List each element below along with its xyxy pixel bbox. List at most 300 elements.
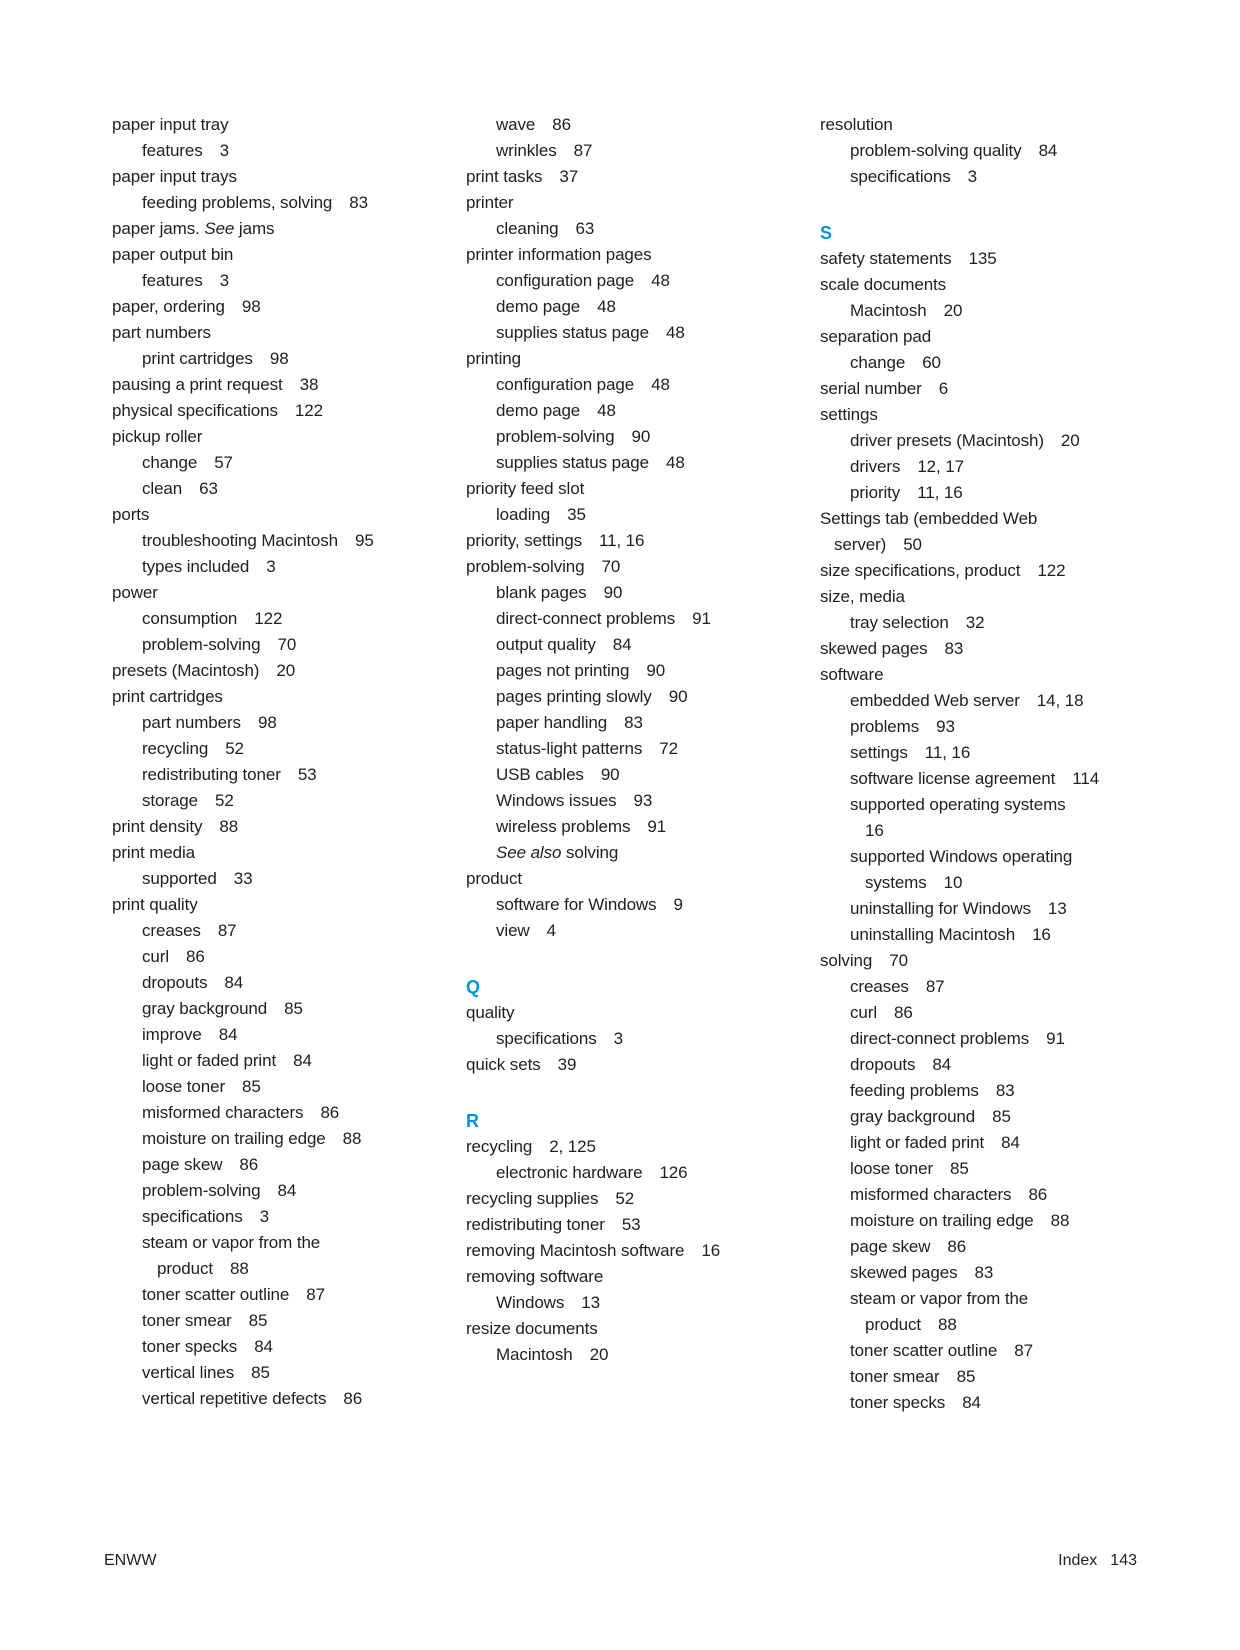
index-entry (466, 1000, 776, 1026)
entry-text: gray background (142, 999, 268, 1018)
entry-text: print cartridges (142, 349, 253, 368)
entry-text: page skew (142, 1155, 223, 1174)
index-entry (466, 1134, 776, 1160)
page-number: 86 (947, 1237, 967, 1256)
index-entry (820, 324, 1130, 350)
page-number: 88 (1050, 1211, 1070, 1230)
index-entry (466, 736, 776, 762)
index-entry (112, 866, 422, 892)
page-number: 48 (651, 271, 670, 290)
entry-text: print cartridges (112, 687, 223, 706)
page-number: 87 (306, 1285, 325, 1304)
entry-text: software for Windows (496, 895, 657, 914)
page-number: 93 (633, 791, 653, 810)
entry-text: paper input trays (112, 167, 237, 186)
index-entry (466, 164, 776, 190)
entry-text: configuration page (496, 375, 635, 394)
index-entry (112, 138, 422, 164)
entry-text: toner smear (850, 1367, 940, 1386)
page-number: 37 (559, 167, 579, 186)
index-entry (112, 918, 422, 944)
index-entry (112, 684, 422, 710)
index-entry (820, 818, 1130, 844)
entry-text: toner specks (850, 1393, 946, 1412)
index-entry (466, 190, 776, 216)
index-entry (112, 164, 422, 190)
index-entry (112, 840, 422, 866)
entry-text: view (496, 921, 530, 940)
index-entry (466, 372, 776, 398)
index-entry (820, 298, 1130, 324)
entry-text: solving (561, 843, 619, 862)
entry-text: physical specifications (112, 401, 278, 420)
index-entry (466, 528, 776, 554)
index-entry (820, 1078, 1130, 1104)
index-entry (112, 658, 422, 684)
entry-text: removing Macintosh software (466, 1241, 685, 1260)
page-number: 88 (342, 1129, 362, 1148)
entry-text: paper jams. (112, 219, 205, 238)
index-entry (820, 532, 1130, 558)
entry-text: direct-connect problems (496, 609, 676, 628)
index-entry (466, 1264, 776, 1290)
page-number: 91 (647, 817, 667, 836)
page-number: 50 (903, 535, 922, 554)
entry-text: print media (112, 843, 195, 862)
index-entry (820, 480, 1130, 506)
entry-text: scale documents (820, 275, 947, 294)
page-number: 11, 16 (598, 531, 645, 550)
entry-text: Settings tab (embedded Web (820, 509, 1038, 528)
page-number: 16 (865, 821, 884, 840)
index-entry (466, 1186, 776, 1212)
index-entry (466, 398, 776, 424)
page-number: 85 (956, 1367, 976, 1386)
entry-text: cleaning (496, 219, 559, 238)
entry-text: skewed pages (850, 1263, 958, 1282)
entry-text: jams (234, 219, 275, 238)
entry-text: recycling (466, 1137, 533, 1156)
page-number: 3 (219, 141, 229, 160)
index-entry (466, 1316, 776, 1342)
entry-text: moisture on trailing edge (142, 1129, 326, 1148)
entry-text: print tasks (466, 167, 543, 186)
index-columns (112, 112, 1130, 1416)
page-number: 3 (967, 167, 978, 186)
entry-text: printer (466, 193, 514, 212)
entry-text: ports (112, 505, 150, 524)
index-entry (820, 688, 1130, 714)
entry-text: problem-solving (466, 557, 585, 576)
page-number: 11, 16 (924, 743, 971, 762)
index-entry (820, 662, 1130, 688)
entry-text: problems (850, 717, 920, 736)
entry-text: USB cables (496, 765, 584, 784)
index-entry (466, 1342, 776, 1368)
page-number: 87 (925, 977, 945, 996)
entry-text: steam or vapor from the (142, 1233, 321, 1252)
footer-page-number: 143 (1110, 1552, 1137, 1569)
page-number: 135 (968, 249, 997, 268)
entry-text: quick sets (466, 1055, 541, 1074)
index-entry (112, 762, 422, 788)
page-number: 16 (701, 1241, 721, 1260)
index-entry (820, 376, 1130, 402)
index-entry (112, 190, 422, 216)
page-number: 48 (666, 453, 685, 472)
page-number: 86 (186, 947, 205, 966)
entry-text: consumption (142, 609, 238, 628)
entry-text: supported operating systems (850, 795, 1066, 814)
section-letter (466, 1108, 776, 1134)
section-letter-text: R (466, 1111, 479, 1131)
page-number: 122 (294, 401, 323, 420)
index-entry (112, 398, 422, 424)
page-number: 70 (601, 557, 621, 576)
page-number: 86 (320, 1103, 340, 1122)
page-number: 83 (995, 1081, 1015, 1100)
index-entry (820, 1000, 1130, 1026)
index-entry (820, 1182, 1130, 1208)
entry-text: clean (142, 479, 183, 498)
index-entry (466, 268, 776, 294)
page-number: 14, 18 (1036, 691, 1084, 710)
entry-text: vertical lines (142, 1363, 235, 1382)
page-number: 60 (922, 353, 941, 372)
page-number: 84 (612, 635, 632, 654)
page-number: 83 (624, 713, 643, 732)
entry-text: quality (466, 1003, 515, 1022)
page-number: 12, 17 (917, 457, 964, 476)
entry-text: output quality (496, 635, 596, 654)
page-number: 122 (254, 609, 283, 628)
page-number: 85 (248, 1311, 268, 1330)
entry-text-italic: See also (496, 843, 562, 862)
page-number: 52 (215, 791, 234, 810)
entry-text: direct-connect problems (850, 1029, 1030, 1048)
page-number: 20 (589, 1345, 609, 1364)
page-number: 114 (1072, 769, 1100, 788)
page-number: 84 (277, 1181, 297, 1200)
index-entry (820, 246, 1130, 272)
entry-text: redistributing toner (466, 1215, 605, 1234)
entry-text: part numbers (112, 323, 211, 342)
index-entry (112, 502, 422, 528)
page-number: 91 (692, 609, 711, 628)
entry-text: size, media (820, 587, 905, 606)
entry-text: specifications (496, 1029, 597, 1048)
entry-text: misformed characters (142, 1103, 304, 1122)
page-number: 9 (673, 895, 683, 914)
entry-text: supported Windows operating (850, 847, 1073, 866)
page-number: 13 (581, 1293, 600, 1312)
entry-text: recycling supplies (466, 1189, 599, 1208)
index-entry (820, 584, 1130, 610)
index-entry (112, 1308, 422, 1334)
index-entry (112, 1360, 422, 1386)
entry-text: change (142, 453, 198, 472)
index-entry (466, 866, 776, 892)
entry-text: systems (865, 873, 927, 892)
entry-text: light or faded print (850, 1133, 985, 1152)
page-number: 98 (269, 349, 289, 368)
page-number: 86 (239, 1155, 259, 1174)
index-entry (466, 814, 776, 840)
index-entry (112, 268, 422, 294)
entry-text: printer information pages (466, 245, 652, 264)
page-number: 83 (974, 1263, 994, 1282)
entry-text: pausing a print request (112, 375, 283, 394)
index-entry (112, 996, 422, 1022)
index-entry (112, 606, 422, 632)
entry-text: feeding problems (850, 1081, 979, 1100)
entry-text: curl (142, 947, 169, 966)
index-entry (820, 1208, 1130, 1234)
entry-text: uninstalling for Windows (850, 899, 1031, 918)
index-entry (112, 320, 422, 346)
index-entry (112, 216, 422, 242)
entry-text: server) (834, 535, 887, 554)
index-entry (112, 814, 422, 840)
page-number: 4 (546, 921, 556, 940)
index-entry (112, 788, 422, 814)
entry-text: Macintosh (496, 1345, 573, 1364)
entry-text: Macintosh (850, 301, 927, 320)
page-number: 63 (199, 479, 218, 498)
index-entry (466, 502, 776, 528)
entry-text: paper handling (496, 713, 608, 732)
entry-text: wave (496, 115, 536, 134)
section-letter (466, 974, 776, 1000)
index-entry (112, 372, 422, 398)
entry-text: moisture on trailing edge (850, 1211, 1034, 1230)
entry-text: skewed pages (820, 639, 928, 658)
entry-text: paper input tray (112, 115, 229, 134)
page-number: 88 (230, 1259, 249, 1278)
index-entry (820, 1364, 1130, 1390)
index-entry (466, 450, 776, 476)
entry-text: priority (850, 483, 901, 502)
page-number: 90 (600, 765, 620, 784)
page-number: 90 (668, 687, 688, 706)
index-entry (466, 892, 776, 918)
page-number: 3 (219, 271, 229, 290)
page-number: 84 (1001, 1133, 1020, 1152)
entry-text: loose toner (142, 1077, 226, 1096)
index-entry (820, 844, 1130, 870)
page-number: 16 (1032, 925, 1051, 944)
page-number: 84 (932, 1055, 952, 1074)
index-entry (820, 112, 1130, 138)
index-entry (820, 138, 1130, 164)
index-entry (112, 1282, 422, 1308)
index-entry (112, 580, 422, 606)
entry-text: troubleshooting Macintosh (142, 531, 338, 550)
index-entry (820, 350, 1130, 376)
index-entry (112, 710, 422, 736)
page-number: 35 (567, 505, 586, 524)
entry-text: software license agreement (850, 769, 1056, 788)
entry-text: software (820, 665, 884, 684)
index-entry (820, 454, 1130, 480)
entry-text: drivers (850, 457, 901, 476)
entry-text: configuration page (496, 271, 635, 290)
page-number: 70 (889, 951, 908, 970)
page-number: 10 (943, 873, 963, 892)
page-number: 72 (659, 739, 678, 758)
page-number: 84 (224, 973, 244, 992)
page-number: 85 (251, 1363, 270, 1382)
entry-text: print density (112, 817, 203, 836)
entry-text: part numbers (142, 713, 241, 732)
entry-text: specifications (850, 167, 951, 186)
entry-text: print quality (112, 895, 198, 914)
index-entry (112, 242, 422, 268)
entry-text: page skew (850, 1237, 931, 1256)
index-entry (112, 424, 422, 450)
index-entry (820, 1234, 1130, 1260)
index-entry (820, 740, 1130, 766)
entry-text: embedded Web server (850, 691, 1020, 710)
page-number: 3 (613, 1029, 624, 1048)
index-entry (112, 892, 422, 918)
entry-text: size specifications, product (820, 561, 1021, 580)
index-entry (820, 766, 1130, 792)
page-number: 13 (1047, 899, 1067, 918)
index-entry (820, 714, 1130, 740)
index-entry (112, 346, 422, 372)
entry-text: specifications (142, 1207, 243, 1226)
page-number: 48 (666, 323, 685, 342)
entry-text: dropouts (850, 1055, 916, 1074)
entry-text: driver presets (Macintosh) (850, 431, 1044, 450)
page-number: 85 (284, 999, 303, 1018)
index-entry (466, 710, 776, 736)
section-letter-text: Q (466, 977, 480, 997)
index-entry (466, 216, 776, 242)
index-entry (466, 788, 776, 814)
index-entry (820, 164, 1130, 190)
index-entry (466, 684, 776, 710)
index-entry (466, 1290, 776, 1316)
index-entry (112, 1204, 422, 1230)
page-number: 38 (299, 375, 319, 394)
entry-text: priority feed slot (466, 479, 585, 498)
entry-text: supported (142, 869, 217, 888)
section-letter (820, 220, 1130, 246)
entry-text: recycling (142, 739, 209, 758)
page-number: 86 (343, 1389, 363, 1408)
entry-text: light or faded print (142, 1051, 277, 1070)
entry-text: Windows issues (496, 791, 617, 810)
index-entry (112, 1100, 422, 1126)
index-entry (466, 138, 776, 164)
page-number: 85 (992, 1107, 1011, 1126)
section-letter-text: S (820, 223, 832, 243)
entry-text: product (157, 1259, 214, 1278)
index-entry (112, 970, 422, 996)
page-number: 84 (962, 1393, 981, 1412)
section-gap (466, 944, 776, 974)
entry-text: curl (850, 1003, 877, 1022)
entry-text: toner smear (142, 1311, 232, 1330)
index-entry (112, 1256, 422, 1282)
entry-text: solving (820, 951, 873, 970)
entry-text: status-light patterns (496, 739, 643, 758)
index-entry (820, 1130, 1130, 1156)
entry-text: product (865, 1315, 922, 1334)
entry-text: serial number (820, 379, 922, 398)
entry-text: gray background (850, 1107, 976, 1126)
page-number: 3 (259, 1207, 270, 1226)
page-number: 3 (266, 557, 276, 576)
index-entry (466, 606, 776, 632)
index-entry (820, 1286, 1130, 1312)
page-number: 87 (217, 921, 237, 940)
entry-text: electronic hardware (496, 1163, 643, 1182)
entry-text: redistributing toner (142, 765, 281, 784)
index-entry (466, 840, 776, 866)
entry-text: tray selection (850, 613, 949, 632)
index-entry (820, 402, 1130, 428)
entry-text: storage (142, 791, 199, 810)
entry-text: features (142, 141, 203, 160)
index-entry (820, 870, 1130, 896)
entry-text: problem-solving (142, 635, 261, 654)
entry-text: toner scatter outline (850, 1341, 998, 1360)
entry-text: settings (820, 405, 878, 424)
entry-text: creases (850, 977, 909, 996)
page-number: 84 (1038, 141, 1058, 160)
index-entry (820, 272, 1130, 298)
page-number: 57 (214, 453, 233, 472)
index-entry (112, 1022, 422, 1048)
index-entry (820, 1052, 1130, 1078)
page-number: 85 (242, 1077, 261, 1096)
entry-text: wrinkles (496, 141, 557, 160)
index-entry (112, 1334, 422, 1360)
index-entry (466, 346, 776, 372)
index-entry (112, 1230, 422, 1256)
page-number: 52 (225, 739, 244, 758)
page-number: 93 (936, 717, 955, 736)
index-entry (112, 1074, 422, 1100)
index-entry (466, 242, 776, 268)
index-entry (112, 1386, 422, 1412)
entry-text: separation pad (820, 327, 932, 346)
index-entry (820, 896, 1130, 922)
page-number: 84 (254, 1337, 273, 1356)
index-entry (466, 1212, 776, 1238)
index-entry (466, 1026, 776, 1052)
entry-text: types included (142, 557, 250, 576)
index-entry (820, 610, 1130, 636)
page-number: 20 (1060, 431, 1080, 450)
index-entry (466, 554, 776, 580)
page-number: 32 (965, 613, 985, 632)
index-entry (466, 476, 776, 502)
entry-text: pages not printing (496, 661, 630, 680)
page-number: 88 (219, 817, 239, 836)
entry-text: priority, settings (466, 531, 582, 550)
index-entry (820, 1104, 1130, 1130)
index-entry (820, 1390, 1130, 1416)
entry-text: toner scatter outline (142, 1285, 290, 1304)
page-number: 122 (1037, 561, 1066, 580)
index-entry (820, 974, 1130, 1000)
page-number: 53 (297, 765, 317, 784)
page-number: 53 (621, 1215, 641, 1234)
